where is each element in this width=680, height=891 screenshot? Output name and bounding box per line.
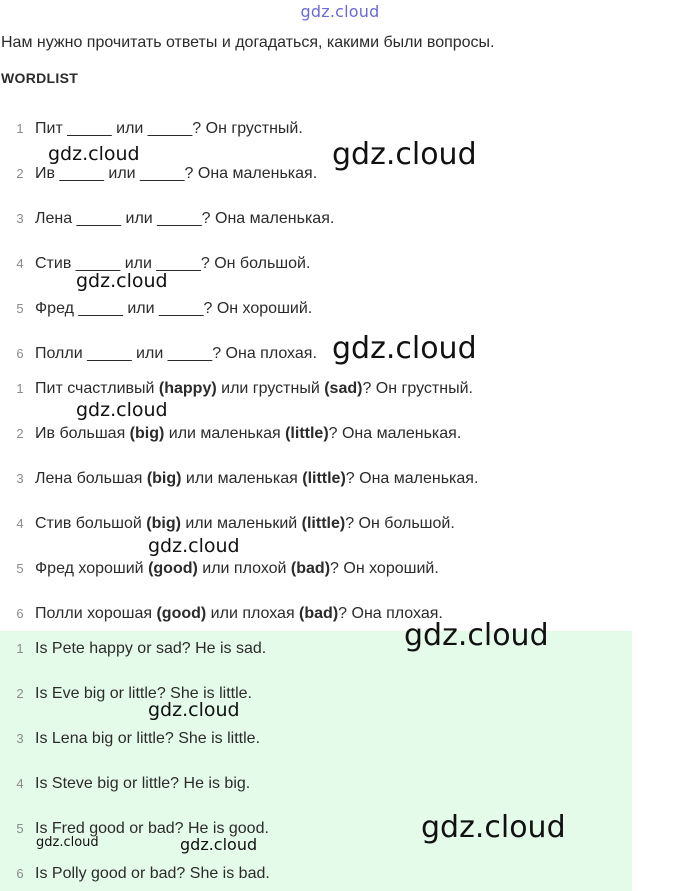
line-number: 4 <box>16 516 24 531</box>
answers-highlight-background <box>0 631 632 891</box>
line-number: 6 <box>16 866 24 881</box>
top-watermark: gdz.cloud <box>300 2 380 21</box>
line-number: 2 <box>16 426 24 441</box>
task-text: Полли _____ или _____? Она плохая. <box>35 345 317 362</box>
line-number: 3 <box>16 211 24 226</box>
watermark-overlay: gdz.cloud <box>332 331 477 366</box>
watermark-overlay: gdz.cloud <box>332 137 477 172</box>
watermark-overlay: gdz.cloud <box>180 835 258 854</box>
translation-text: Полли хорошая (good) или плохая (bad)? Она плохая. <box>35 605 443 622</box>
watermark-overlay: gdz.cloud <box>36 835 99 850</box>
answer-text: Is Steve big or little? He is big. <box>35 775 251 792</box>
task-text: Стив _____ или _____? Он большой. <box>35 255 311 272</box>
line-number: 2 <box>16 166 24 181</box>
line-number: 6 <box>16 606 24 621</box>
translation-text: Лена большая (big) или маленькая (little)? Она маленькая. <box>35 470 479 487</box>
watermark-overlay: gdz.cloud <box>404 618 549 653</box>
watermark-overlay: gdz.cloud <box>76 399 168 421</box>
watermark-overlay: gdz.cloud <box>421 810 566 845</box>
watermark-overlay: gdz.cloud <box>148 699 240 721</box>
translation-text: Пит счастливый (happy) или грустный (sad)? Он грустный. <box>35 380 473 397</box>
watermark-overlay: gdz.cloud <box>48 143 140 165</box>
answer-text: Is Polly good or bad? She is bad. <box>35 865 270 882</box>
task-text: Лена _____ или _____? Она маленькая. <box>35 210 335 227</box>
line-number: 4 <box>16 256 24 271</box>
translation-text: Стив большой (big) или маленький (little)? Он большой. <box>35 515 455 532</box>
line-number: 3 <box>16 471 24 486</box>
answer-text: Is Lena big or little? She is little. <box>35 730 261 747</box>
task-text: Пит _____ или _____? Он грустный. <box>35 120 303 137</box>
intro-text: Нам нужно прочитать ответы и догадаться, какими были вопросы. <box>1 34 495 51</box>
task-text: Фред _____ или _____? Он хороший. <box>35 300 313 317</box>
translation-text: Ив большая (big) или маленькая (little)? Она маленькая. <box>35 425 462 442</box>
line-number: 1 <box>16 381 24 396</box>
line-number: 3 <box>16 731 24 746</box>
line-number: 5 <box>16 301 24 316</box>
answer-text: Is Eve big or little? She is little. <box>35 685 252 702</box>
line-number: 4 <box>16 776 24 791</box>
line-number: 6 <box>16 346 24 361</box>
answer-text: Is Fred good or bad? He is good. <box>35 820 269 837</box>
wordlist-label: WORDLIST <box>1 70 79 86</box>
line-number: 5 <box>16 821 24 836</box>
line-number: 5 <box>16 561 24 576</box>
line-number: 2 <box>16 686 24 701</box>
translation-text: Фред хороший (good) или плохой (bad)? Он хороший. <box>35 560 439 577</box>
task-text: Ив _____ или _____? Она маленькая. <box>35 165 318 182</box>
answer-text: Is Pete happy or sad? He is sad. <box>35 640 267 657</box>
watermark-overlay: gdz.cloud <box>148 535 240 557</box>
line-number: 1 <box>16 121 24 136</box>
line-number: 1 <box>16 641 24 656</box>
watermark-overlay: gdz.cloud <box>76 270 168 292</box>
